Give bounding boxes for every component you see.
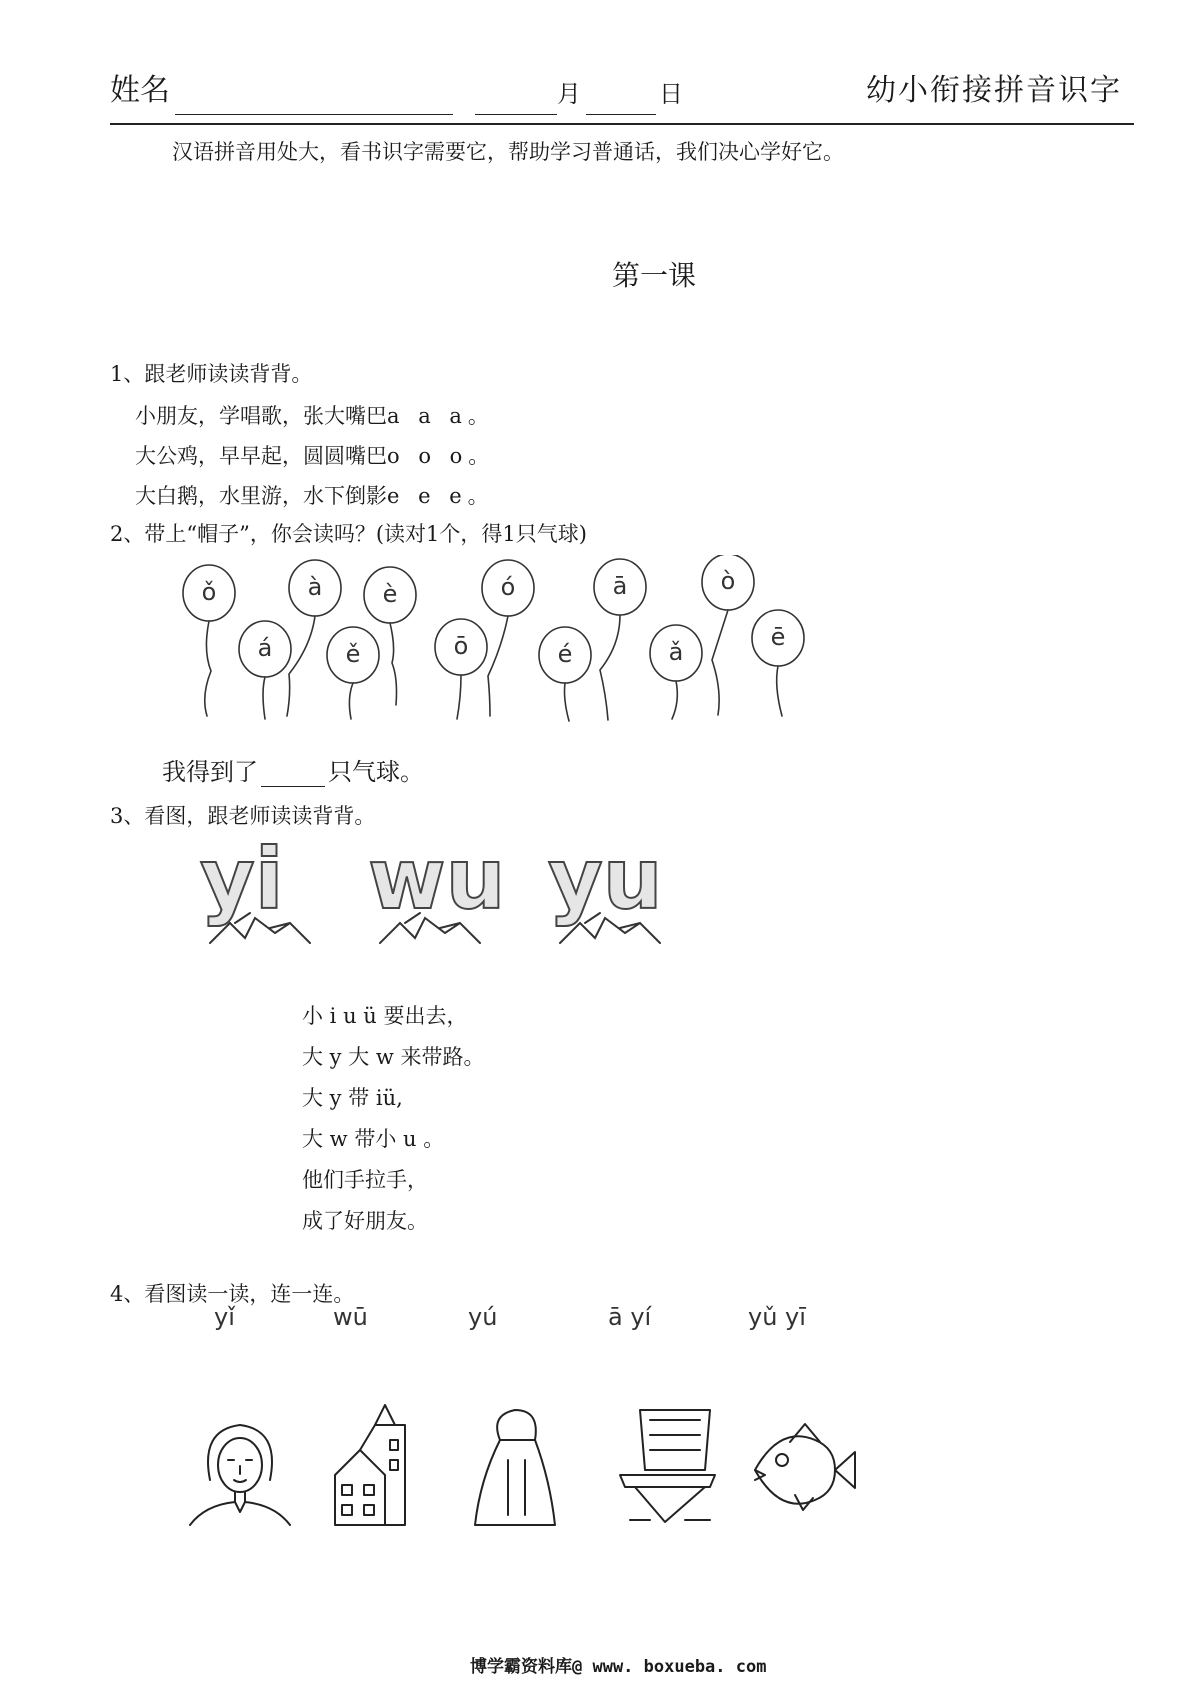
card-yi: yi xyxy=(200,830,284,928)
balloon-4[interactable]: ě xyxy=(345,640,361,668)
poem-line-4: 大 w 带小 u 。 xyxy=(302,1127,445,1151)
footer-watermark: 博学霸资料库@ www. boxueba. com xyxy=(470,1657,767,1677)
balloon-9[interactable]: ā xyxy=(612,572,628,600)
balloon-3[interactable]: à xyxy=(307,573,323,601)
balloon-1[interactable]: ǒ xyxy=(201,578,217,606)
card-wu: wu xyxy=(368,830,506,928)
yi-wu-yu-illustration xyxy=(190,818,710,958)
course-title: 幼小衔接拼音识字 xyxy=(866,73,1122,108)
card-yu: yu xyxy=(548,830,663,928)
balloon-11[interactable]: ò xyxy=(720,567,736,595)
balloon-12[interactable]: ē xyxy=(770,623,786,651)
poem-line-5: 他们手拉手， xyxy=(302,1168,428,1192)
poem-line-2: 大 y 大 w 来带路。 xyxy=(302,1045,485,1069)
q1-line-3: 大白鹅，水里游，水下倒影e e e。 xyxy=(135,484,489,508)
poem-line-1: 小 i u ü 要出去， xyxy=(302,1004,468,1028)
pinyin-5[interactable]: yǔ yī xyxy=(748,1303,806,1331)
balloon-2[interactable]: á xyxy=(257,634,273,662)
name-field[interactable] xyxy=(175,114,453,115)
balloon-7[interactable]: ó xyxy=(500,573,516,601)
pinyin-2[interactable]: wū xyxy=(333,1303,368,1331)
balloon-count-blank[interactable] xyxy=(261,764,325,787)
lesson-title: 第一课 xyxy=(612,259,697,292)
day-field[interactable] xyxy=(586,114,656,115)
poem-line-3: 大 y 带 iü, xyxy=(302,1086,403,1110)
house-icon[interactable] xyxy=(335,1405,405,1525)
q1-line-2: 大公鸡，早早起，圆圆嘴巴o o o。 xyxy=(135,444,490,468)
q4-prompt: 4、看图读一读，连一连。 xyxy=(110,1282,355,1306)
balloon-5[interactable]: è xyxy=(382,580,398,608)
day-label: 日 xyxy=(659,80,683,108)
q3-prompt: 3、看图，跟老师读读背背。 xyxy=(110,804,376,828)
header-divider xyxy=(110,123,1134,125)
balloon-8[interactable]: é xyxy=(557,640,573,668)
pinyin-3[interactable]: yú xyxy=(468,1303,498,1331)
chair-icon[interactable] xyxy=(620,1410,715,1522)
poem-line-6: 成了好朋友。 xyxy=(302,1209,428,1233)
balloon-6[interactable]: ō xyxy=(453,632,469,660)
q1-prompt: 1、跟老师读读背背。 xyxy=(110,362,313,386)
q2-prompt: 2、带上“帽子”，你会读吗？(读对1个，得1只气球) xyxy=(110,522,587,546)
q1-line-1: 小朋友，学唱歌，张大嘴巴a a a。 xyxy=(135,404,489,428)
pinyin-1[interactable]: yǐ xyxy=(214,1303,235,1331)
pinyin-4[interactable]: ā yí xyxy=(608,1303,652,1331)
woman-icon[interactable] xyxy=(190,1425,290,1525)
month-field[interactable] xyxy=(475,114,557,115)
name-label: 姓名 xyxy=(110,73,170,108)
intro-text: 汉语拼音用处大，看书识字需要它，帮助学习普通话，我们决心学好它。 xyxy=(172,140,844,164)
month-label: 月 xyxy=(557,80,581,108)
fish-icon[interactable] xyxy=(755,1424,855,1510)
q2-result: 我得到了 只气球。 xyxy=(162,758,424,786)
raincoat-icon[interactable] xyxy=(475,1410,555,1525)
balloon-10[interactable]: ǎ xyxy=(668,638,684,666)
